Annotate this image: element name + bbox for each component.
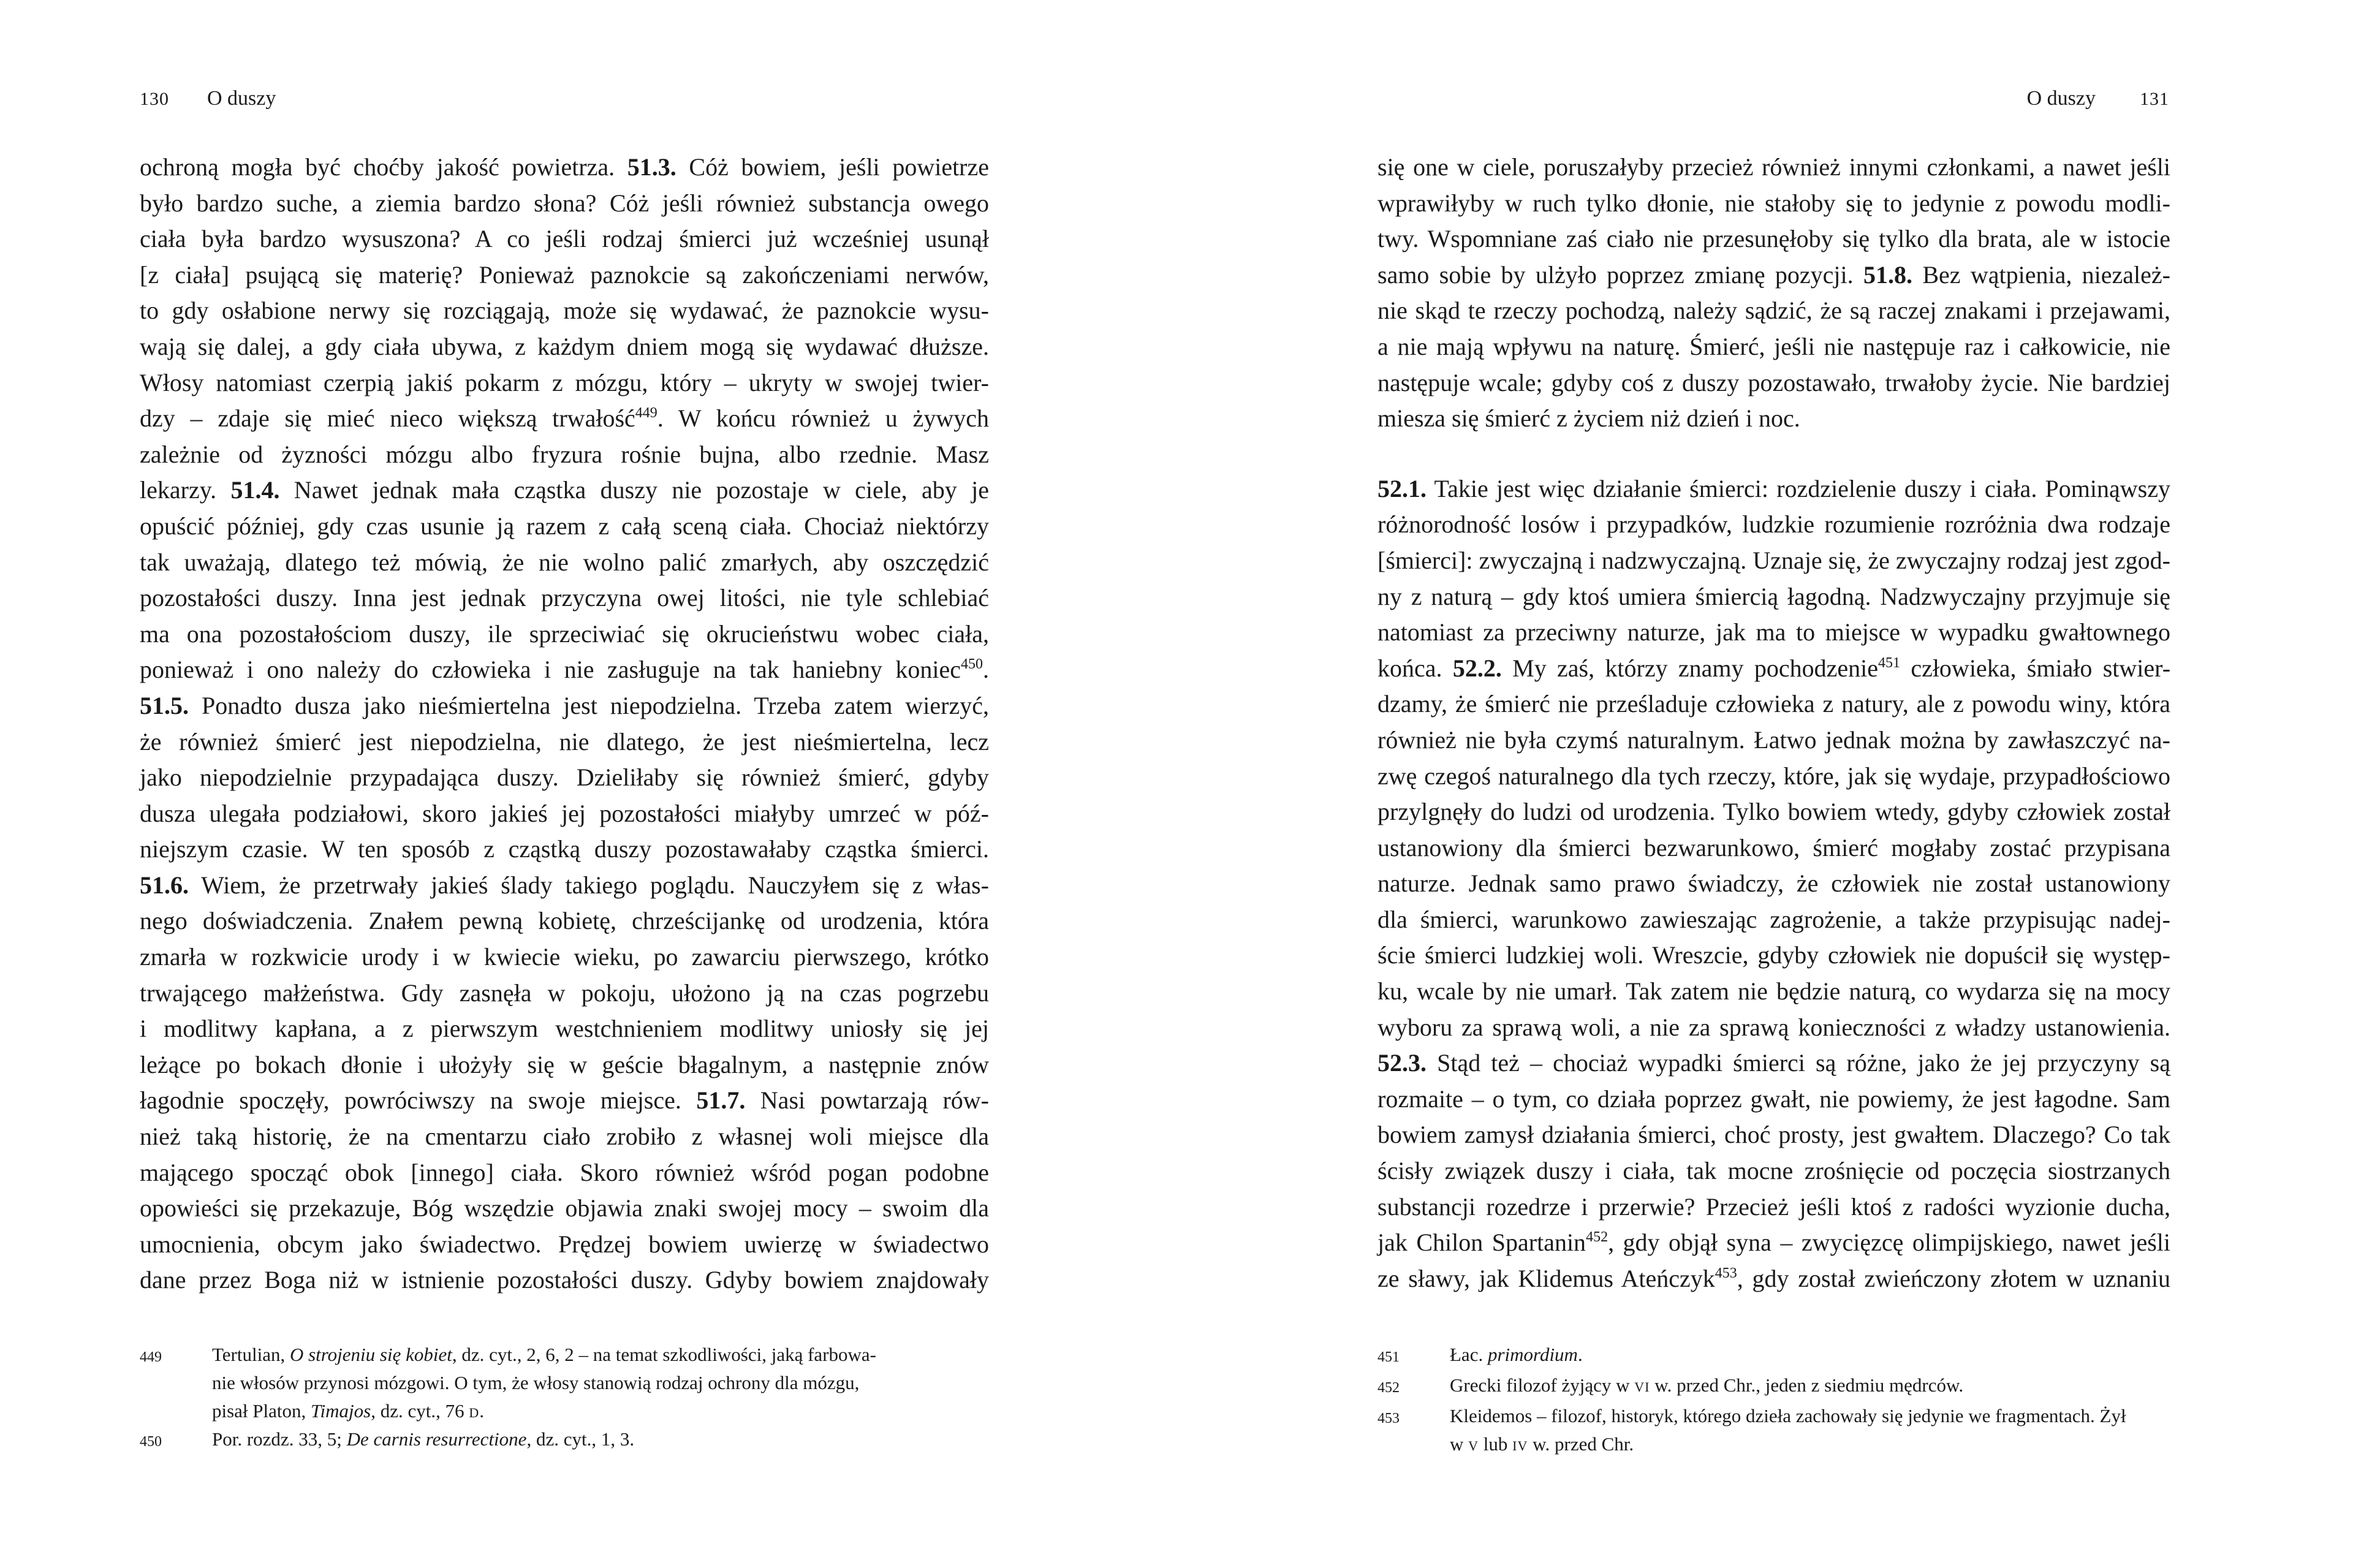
text-line: ustanowiony dla śmierci bezwarunkowo, śmierć mogłaby zostać przypisana xyxy=(1377,833,2170,862)
text-line: Włosy natomiast czerpią jakiś pokarm z mózgu, który – ukryty w swojej twier- xyxy=(140,368,989,396)
text-line: nież taką historię, że na cmentarzu ciało zrobiło z własnej woli miejsce dla xyxy=(140,1123,989,1151)
text-line: [z ciała] psującą się materię? Ponieważ paznokcie są zakończeniami nerwów, xyxy=(140,260,989,289)
text-line: różnorodność losów i przypadków, ludzkie rozumienie rozróżnia dwa rodzaje xyxy=(1377,510,2170,539)
text-line: ciała była bardzo wysuszona? A co jeśli rodzaj śmierci już wcześniej usunął xyxy=(140,225,989,253)
running-head-left xyxy=(140,87,276,110)
text-line: i modlitwy kapłana, a z pierwszym westchnieniem modlitwy uniosły się jej xyxy=(140,1015,989,1043)
paragraph-gap xyxy=(1377,437,2170,471)
text-line: umocnienia, obcym jako świadectwo. Prędzej bowiem uwierzę w świadectwo xyxy=(140,1230,989,1258)
text-line: opowieści się przekazuje, Bóg wszędzie objawia znaki swojej mocy – swoim dla xyxy=(140,1194,989,1222)
footnote xyxy=(1377,1371,2170,1402)
text-line: rozmaite – o tym, co działa poprzez gwałt, nie powiemy, że jest łagodne. Sam xyxy=(1377,1085,2170,1113)
text-line: zależnie od żyzności mózgu albo fryzura rośnie bujna, albo rzednie. Masz xyxy=(140,440,989,468)
text-line: wprawiłyby w ruch tylko dłonie, nie stałoby się to jedynie z powodu modli- xyxy=(1377,189,2170,217)
text-line: mającego spocząć obok [innego] ciała. Skoro również wśród pogan podobne xyxy=(140,1158,989,1186)
text-line: wyboru za sprawą woli, a nie za sprawą konieczności z władzy ustanowienia. xyxy=(1377,1013,2170,1041)
footnote-number: 449 xyxy=(140,1349,162,1365)
text-line: jako niepodzielnie przypadająca duszy. Dzieliłaby się również śmierć, gdyby xyxy=(140,763,989,792)
text-line: dzy – zdaje się mieć nieco większą trwałość$^{449}$. W końcu również u żywych xyxy=(140,404,989,433)
text-line: nie skąd te rzeczy pochodzą, należy sądzić, że są raczej znakami i przejawami, xyxy=(1377,297,2170,325)
text-line: opuścić później, gdy czas usunie ją razem z całą sceną ciała. Chociaż niektórzy xyxy=(140,512,989,540)
text-line: następuje wcale; gdyby coś z duszy pozostawało, trwałoby życie. Nie bardziej xyxy=(1377,368,2170,396)
text-line: naturze. Jednak samo prawo świadczy, że człowiek nie został ustanowiony xyxy=(1377,869,2170,898)
text-line: ze sławy, jak Klidemus Ateńczyk$^{453}$, gdy został zwieńczony złotem w uznaniu xyxy=(1377,1264,2170,1292)
text-line: leżące po bokach dłonie i ułożyły się w geście błagalnym, a następnie znów xyxy=(140,1050,989,1078)
footnote xyxy=(140,1341,989,1425)
footnote-text: Grecki filozof żyjący w vi w. przed Chr., jeden z siedmiu mędrców. xyxy=(1450,1374,1964,1396)
text-line: zwę czegoś naturalnego dla tych rzeczy, które, jak się wydaje, przypadłościowo xyxy=(1377,762,2170,790)
text-line: dzamy, że śmierć nie prześladuje człowieka z natury, ale z powodu winy, która xyxy=(1377,690,2170,718)
text-line: wają się dalej, a gdy ciała ubywa, z każdym dniem mogą się wydawać dłuższe. xyxy=(140,332,989,360)
body-text xyxy=(1377,150,2170,1297)
text-line: bowiem zamysł działania śmierci, choć prosty, jest gwałtem. Dlaczego? Co tak xyxy=(1377,1121,2170,1149)
footnotes xyxy=(1377,1341,2170,1458)
text-line: przylgnęły do ludzi od urodzenia. Tylko bowiem wtedy, gdyby człowiek został xyxy=(1377,798,2170,826)
text-line: ście śmierci ludzkiej woli. Wreszcie, gdyby człowiek nie dopuścił się występ- xyxy=(1377,941,2170,969)
text-line: ma ona pozostałościom duszy, ile sprzeciwiać się okrucieństwu wobec ciała, xyxy=(140,619,989,648)
footnote-number: 450 xyxy=(140,1434,162,1450)
text-line: zmarła w rozkwicie urody i w kwiecie wieku, po zawarciu pierwszego, krótko xyxy=(140,943,989,971)
text-line: [śmierci]: zwyczajną i nadzwyczajną. Uznaje się, że zwyczajny rodzaj jest zgod- xyxy=(1377,546,2170,574)
text-line: ścisły związek duszy i ciała, tak mocne zrośnięcie od poczęcia siostrzanych xyxy=(1377,1157,2170,1185)
footnote-number: 453 xyxy=(1377,1411,1400,1426)
left-page xyxy=(0,0,1176,1568)
text-line: było bardzo suche, a ziemia bardzo słona? Cóż jeśli również substancja owego xyxy=(140,189,989,217)
footnote xyxy=(1377,1402,2170,1458)
page-number: 131 xyxy=(2140,89,2169,109)
text-line: 52.3. Stąd też – chociaż wypadki śmierci są różne, jako że jej przyczyny są xyxy=(1377,1049,2170,1077)
text-line: końca. 52.2. My zaś, którzy znamy pochodzenie$^{451}$ człowieka, śmiało stwier- xyxy=(1377,654,2171,682)
text-line: jak Chilon Spartanin$^{452}$, gdy objął syna – zwycięzcę olimpijskiego, nawet jeśli xyxy=(1377,1229,2170,1257)
running-head-title: O duszy xyxy=(2026,87,2096,110)
text-line: natomiast za przeciwny naturze, jak ma to miejsce w wypadku gwałtownego xyxy=(1377,618,2170,646)
footnote-text: Kleidemos – filozof, historyk, którego dzieła zachowały się jedynie we fragmentach. Żył w v lub iv w. przed Chr. xyxy=(1450,1405,2126,1455)
text-line: a nie mają wpływu na naturę. Śmierć, jeśli nie następuje raz i całkowicie, nie xyxy=(1377,332,2170,360)
text-line: dla śmierci, warunkowo zawieszając zagrożenie, a także przypisując nadej- xyxy=(1377,905,2170,933)
footnotes xyxy=(140,1341,989,1456)
text-line: się one w ciele, poruszałyby przecież również innymi członkami, a nawet jeśli xyxy=(1377,153,2170,181)
text-line: niejszym czasie. W ten sposób z cząstką duszy pozostawałaby cząstka śmierci. xyxy=(140,835,989,863)
text-line: dusza ulegała podziałowi, skoro jakieś jej pozostałości miałyby umrzeć w póź- xyxy=(140,799,989,827)
text-line: ny z naturą – gdy ktoś umiera śmiercią łagodną. Nadzwyczajny przyjmuje się xyxy=(1377,582,2170,610)
footnote-text: Tertulian, O strojeniu się kobiet, dz. cyt., 2, 6, 2 – na temat szkodliwości, jaką farbowa- nie włosów przynosi mózgowi. O tym, że włosy stanowią rodzaj ochrony dla mózgu, pisał Platon, Timajos, dz. cyt., 76 d. xyxy=(212,1344,876,1422)
right-page xyxy=(1176,0,2353,1568)
text-line: twy. Wspomniane zaś ciało nie przesunęłoby się tylko dla brata, ale w istocie xyxy=(1377,225,2170,253)
page-number: 130 xyxy=(140,89,169,109)
footnote-number: 452 xyxy=(1377,1380,1400,1396)
text-line: łagodnie spoczęły, powróciwszy na swoje miejsce. 51.7. Nasi powtarzają rów- xyxy=(140,1086,990,1115)
text-line: to gdy osłabione nerwy się rozciągają, może się wydawać, że paznokcie wysu- xyxy=(140,297,989,325)
footnote xyxy=(1377,1341,2170,1371)
text-line: 51.5. Ponadto dusza jako nieśmiertelna jest niepodzielna. Trzeba zatem wierzyć, xyxy=(140,691,989,719)
text-line: również nie była czymś naturalnym. Łatwo jednak można by zawłaszczyć na- xyxy=(1377,725,2170,754)
text-line: lekarzy. 51.4. Nawet jednak mała cząstka duszy nie pozostaje w ciele, aby je xyxy=(140,476,989,504)
body-text xyxy=(140,150,989,1298)
text-line: pozostałości duszy. Inna jest jednak przyczyna owej litości, nie tyle schlebiać xyxy=(140,584,989,612)
text-line: 52.1. Takie jest więc działanie śmierci: rozdzielenie duszy i ciała. Pominąwszy xyxy=(1377,474,2170,502)
running-head-right xyxy=(2027,87,2169,110)
text-line: że również śmierć jest niepodzielna, nie dlatego, że jest nieśmiertelna, lecz xyxy=(140,727,989,756)
text-line: ochroną mogła być choćby jakość powietrza. 51.3. Cóż bowiem, jeśli powietrze xyxy=(140,153,990,181)
text-line: 51.6. Wiem, że przetrwały jakieś ślady takiego poglądu. Nauczyłem się z włas- xyxy=(140,871,989,899)
text-line: dane przez Boga niż w istnienie pozostałości duszy. Gdyby bowiem znajdowały xyxy=(140,1266,989,1294)
text-line: substancji rozedrze i przerwie? Przecież jeśli ktoś z radości wyzionie ducha, xyxy=(1377,1192,2170,1221)
footnote-text: Por. rozdz. 33, 5; De carnis resurrectione, dz. cyt., 1, 3. xyxy=(212,1428,635,1450)
running-head-title: O duszy xyxy=(207,87,276,110)
text-line: trwającego małżeństwa. Gdy zasnęła w pokoju, ułożono ją na czas pogrzebu xyxy=(140,979,989,1007)
text-line: ponieważ i ono należy do człowieka i nie zasługuje na tak haniebny koniec$^{450}$. xyxy=(140,656,989,684)
text-line: samo sobie by ulżyło poprzez zmianę pozycji. 51.8. Bez wątpienia, niezależ- xyxy=(1377,260,2170,289)
footnote-text: Łac. primordium. xyxy=(1450,1344,1583,1365)
text-line: nego doświadczenia. Znałem pewną kobietę, chrześcijankę od urodzenia, która xyxy=(140,907,989,935)
text-line: tak uważają, dlatego też mówią, że nie wolno palić zmarłych, aby oszczędzić xyxy=(140,548,989,576)
footnote xyxy=(140,1425,989,1456)
text-line: miesza się śmierć z życiem niż dzień i noc. xyxy=(1377,404,1800,433)
footnote-number: 451 xyxy=(1377,1349,1400,1365)
text-line: ku, wcale by nie umarł. Tak zatem nie będzie naturą, co wydarza się na mocy xyxy=(1377,977,2170,1006)
